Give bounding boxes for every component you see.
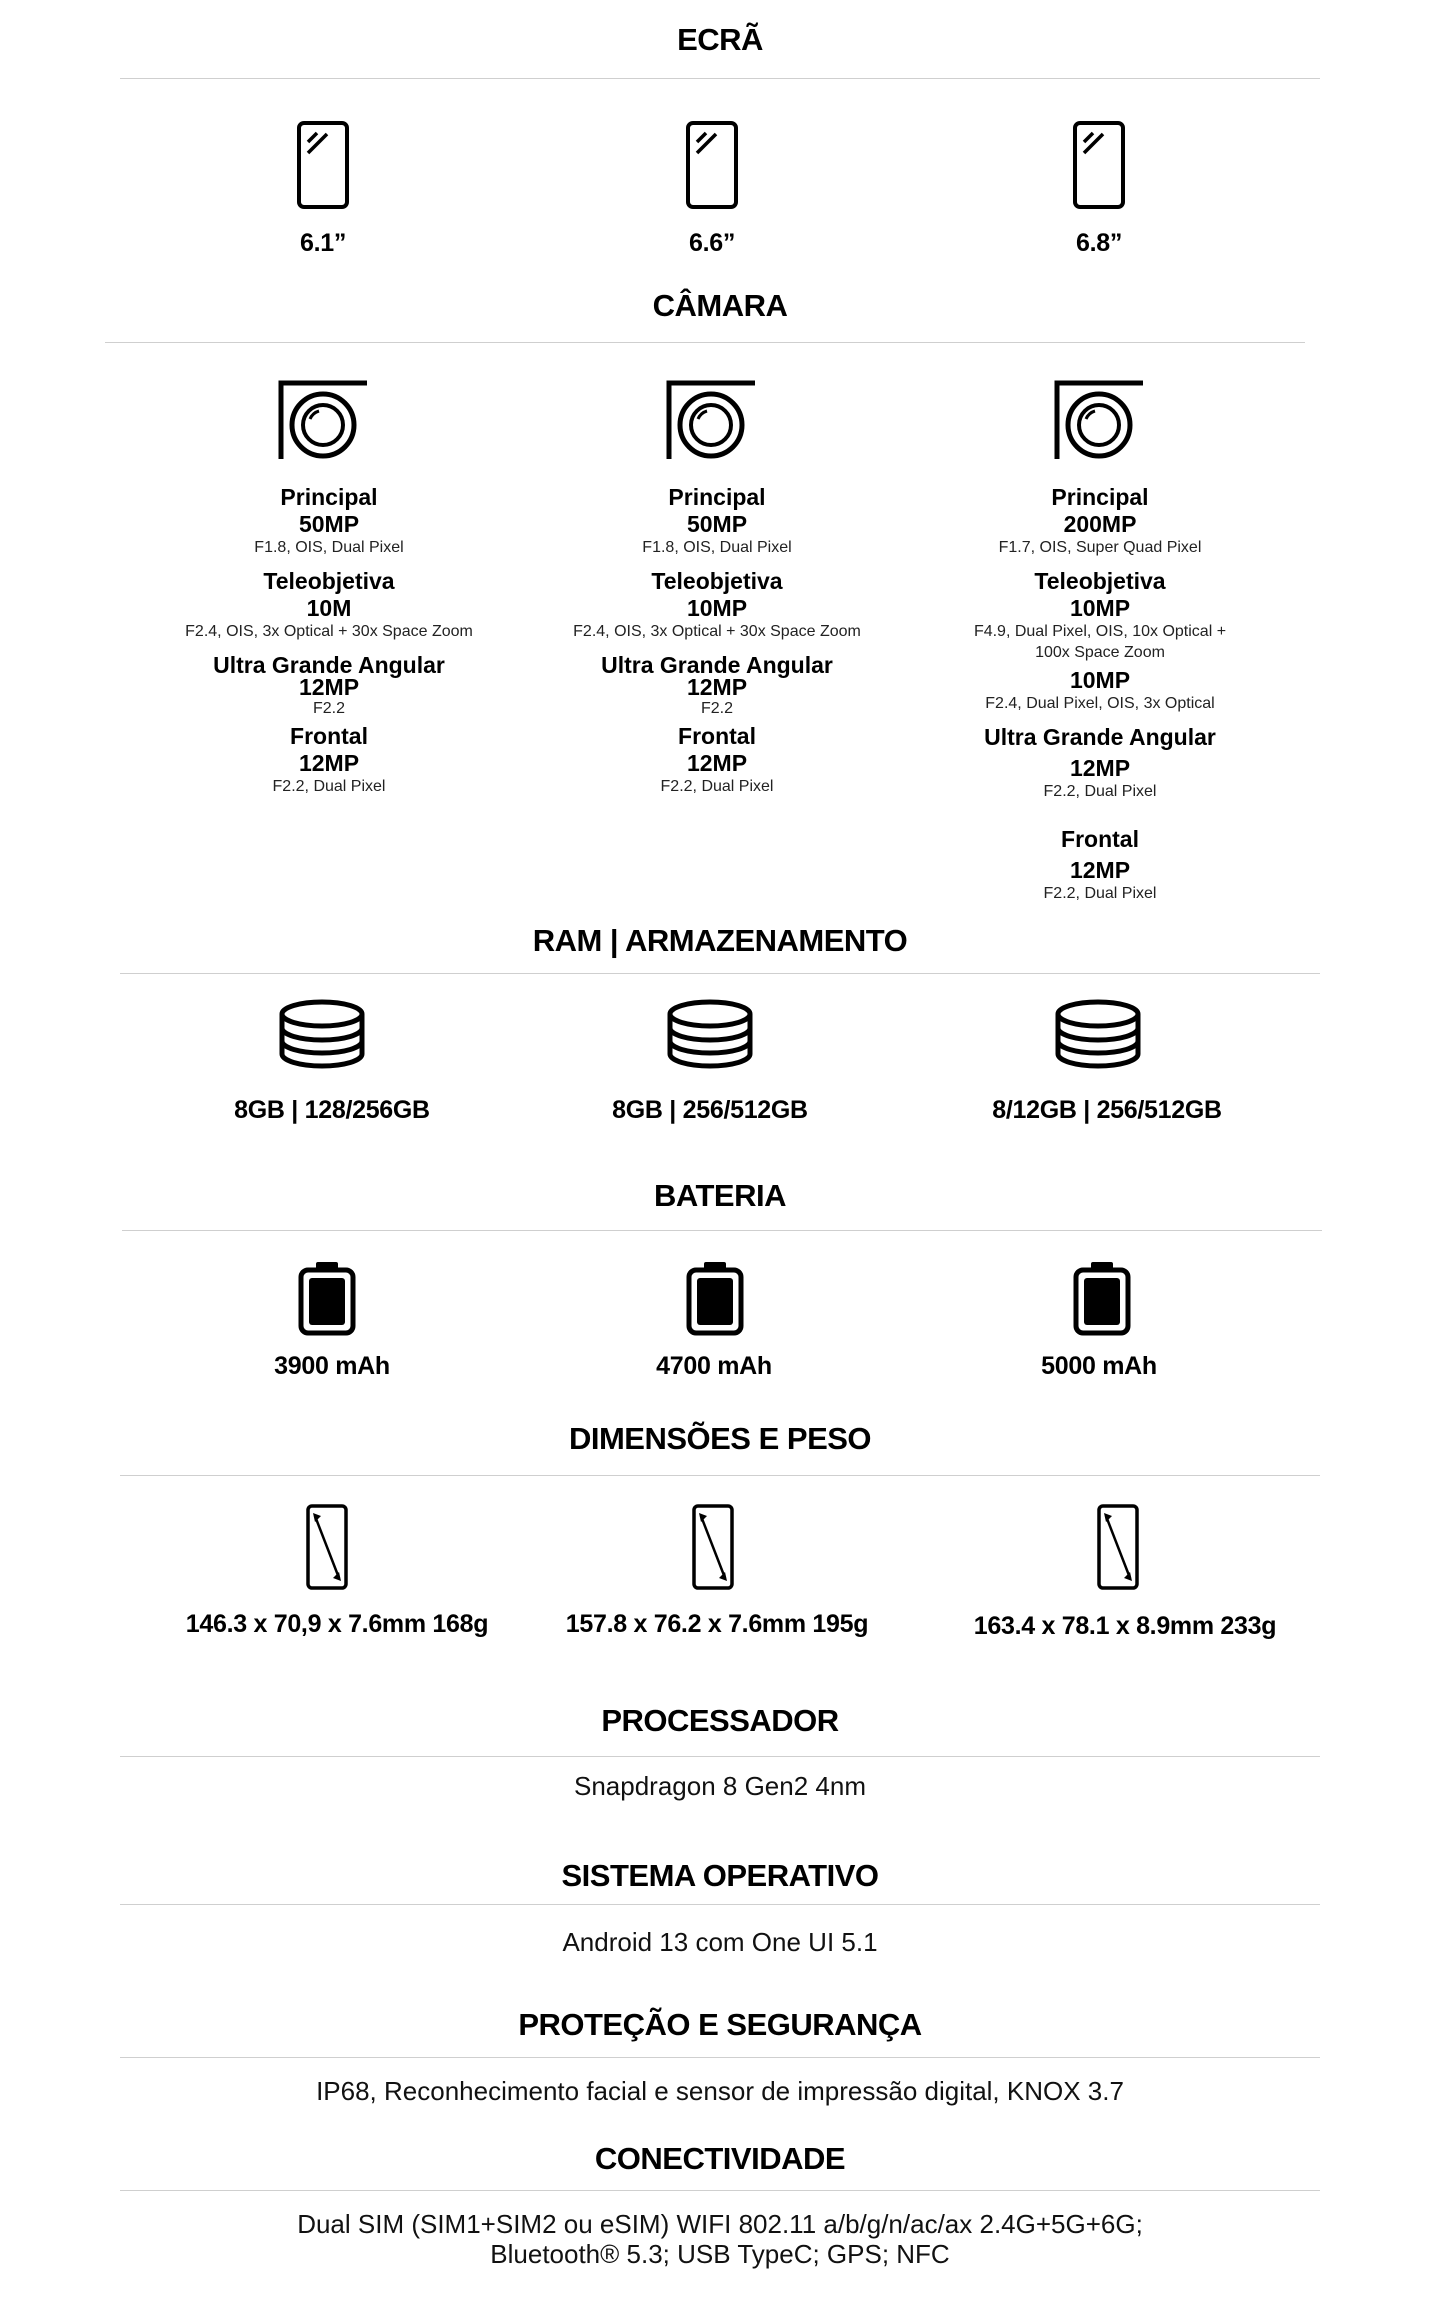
- camera-main-spec: F1.7, OIS, Super Quad Pixel: [998, 539, 1202, 556]
- divider: [120, 1475, 1320, 1476]
- camera-tele-mp: 10MP: [1069, 595, 1131, 621]
- divider: [105, 342, 1305, 343]
- section-title-camera: CÂMARA: [652, 288, 788, 323]
- processor-value: Snapdragon 8 Gen2 4nm: [574, 1771, 866, 1801]
- section-title-screen: ECRÃ: [677, 22, 763, 57]
- camera-main-mp: 200MP: [1063, 511, 1137, 537]
- camera-specs-2: [522, 484, 912, 797]
- battery-capacity-2: 4700 mAh: [656, 1352, 772, 1380]
- camera-front-title: Frontal: [1061, 826, 1139, 852]
- battery-icon: [298, 1260, 356, 1336]
- phone-icon: [296, 120, 350, 210]
- divider: [120, 973, 1320, 974]
- divider: [120, 2057, 1320, 2058]
- camera-front-mp: 12MP: [686, 750, 748, 776]
- memory-option-2: 8GB | 256/512GB: [612, 1096, 808, 1124]
- camera-front-mp: 12MP: [1069, 857, 1131, 883]
- camera-main-title: Principal: [1051, 484, 1149, 510]
- camera-tele-mp: 10M: [306, 595, 352, 621]
- storage-icon: [1053, 998, 1143, 1070]
- camera-front-spec: F2.2, Dual Pixel: [272, 778, 386, 795]
- screen-size-3: 6.8”: [1075, 229, 1123, 257]
- camera-icon: [277, 379, 369, 463]
- memory-option-3: 8/12GB | 256/512GB: [992, 1096, 1222, 1124]
- screen-size-2: 6.6”: [688, 229, 736, 257]
- camera-uw-mp: 12MP: [686, 674, 748, 700]
- camera-icon: [665, 379, 757, 463]
- dimensions-model-1: 146.3 x 70,9 x 7.6mm 168g: [185, 1610, 489, 1638]
- divider: [120, 1904, 1320, 1905]
- camera-tele-title: Teleobjetiva: [263, 568, 395, 594]
- section-title-security: PROTEÇÃO E SEGURANÇA: [518, 2007, 922, 2042]
- camera-front-title: Frontal: [678, 723, 756, 749]
- camera-tele-spec: F2.4, OIS, 3x Optical + 30x Space Zoom: [573, 623, 861, 640]
- camera-front-mp: 12MP: [298, 750, 360, 776]
- camera-main-spec: F1.8, OIS, Dual Pixel: [254, 539, 404, 556]
- camera-icon: [1053, 379, 1145, 463]
- section-title-memory: RAM | ARMAZENAMENTO: [532, 923, 908, 958]
- camera-tele-title: Teleobjetiva: [651, 568, 783, 594]
- camera-uw-mp: 12MP: [298, 674, 360, 700]
- dimensions-icon: [691, 1503, 735, 1591]
- divider: [120, 78, 1320, 79]
- camera-main-title: Principal: [280, 484, 378, 510]
- section-title-processor: PROCESSADOR: [601, 1703, 839, 1738]
- camera-uw-title: Ultra Grande Angular: [984, 724, 1216, 750]
- phone-icon: [1072, 120, 1126, 210]
- camera-front-spec: F2.2, Dual Pixel: [660, 778, 774, 795]
- camera-specs-3: [905, 484, 1295, 904]
- camera-front-title: Frontal: [290, 723, 368, 749]
- camera-main-mp: 50MP: [298, 511, 360, 537]
- camera-tele-title: Teleobjetiva: [1034, 568, 1166, 594]
- camera-main-spec: F1.8, OIS, Dual Pixel: [642, 539, 792, 556]
- connectivity-line-1: Dual SIM (SIM1+SIM2 ou eSIM) WIFI 802.11 a/b/g/n/ac/ax 2.4G+5G+6G;: [297, 2209, 1143, 2239]
- phone-icon: [685, 120, 739, 210]
- divider: [120, 2190, 1320, 2191]
- divider: [122, 1230, 1322, 1231]
- camera-uw-title: Ultra Grande Angular: [601, 652, 833, 678]
- security-value: IP68, Reconhecimento facial e sensor de impressão digital, KNOX 3.7: [316, 2076, 1124, 2106]
- battery-capacity-1: 3900 mAh: [274, 1352, 390, 1380]
- dimensions-icon: [305, 1503, 349, 1591]
- dimensions-icon: [1096, 1503, 1140, 1591]
- camera-uw-spec: F2.2, Dual Pixel: [1043, 783, 1157, 800]
- section-title-connectivity: CONECTIVIDADE: [594, 2141, 846, 2176]
- camera-main-title: Principal: [668, 484, 766, 510]
- section-title-dimensions: DIMENSÕES E PESO: [568, 1421, 872, 1456]
- storage-icon: [665, 998, 755, 1070]
- battery-capacity-3: 5000 mAh: [1041, 1352, 1157, 1380]
- section-title-battery: BATERIA: [654, 1178, 786, 1213]
- camera-tele-spec: F2.4, OIS, 3x Optical + 30x Space Zoom: [185, 623, 473, 640]
- dimensions-model-2: 157.8 x 76.2 x 7.6mm 195g: [565, 1610, 869, 1638]
- divider: [120, 1756, 1320, 1757]
- camera-main-mp: 50MP: [686, 511, 748, 537]
- connectivity-line-2: Bluetooth® 5.3; USB TypeC; GPS; NFC: [490, 2239, 950, 2269]
- camera-tele-mp: 10MP: [686, 595, 748, 621]
- screen-size-1: 6.1”: [299, 229, 347, 257]
- section-title-os: SISTEMA OPERATIVO: [561, 1858, 879, 1893]
- camera-tele-spec: F4.9, Dual Pixel, OIS, 10x Optical + 100x Space Zoom: [973, 623, 1227, 661]
- battery-icon: [1073, 1260, 1131, 1336]
- camera-uw-spec: F2.2: [700, 700, 733, 717]
- camera-tele2-mp: 10MP: [1069, 667, 1131, 693]
- storage-icon: [277, 998, 367, 1070]
- memory-option-1: 8GB | 128/256GB: [234, 1096, 430, 1124]
- camera-uw-spec: F2.2: [312, 700, 345, 717]
- camera-tele2-spec: F2.4, Dual Pixel, OIS, 3x Optical: [985, 695, 1215, 712]
- camera-front-spec: F2.2, Dual Pixel: [1043, 885, 1157, 902]
- camera-specs-1: [134, 484, 524, 797]
- os-value: Android 13 com One UI 5.1: [562, 1927, 878, 1957]
- battery-icon: [686, 1260, 744, 1336]
- dimensions-model-3: 163.4 x 78.1 x 8.9mm 233g: [973, 1612, 1277, 1640]
- camera-uw-mp: 12MP: [1069, 755, 1131, 781]
- camera-uw-title: Ultra Grande Angular: [213, 652, 445, 678]
